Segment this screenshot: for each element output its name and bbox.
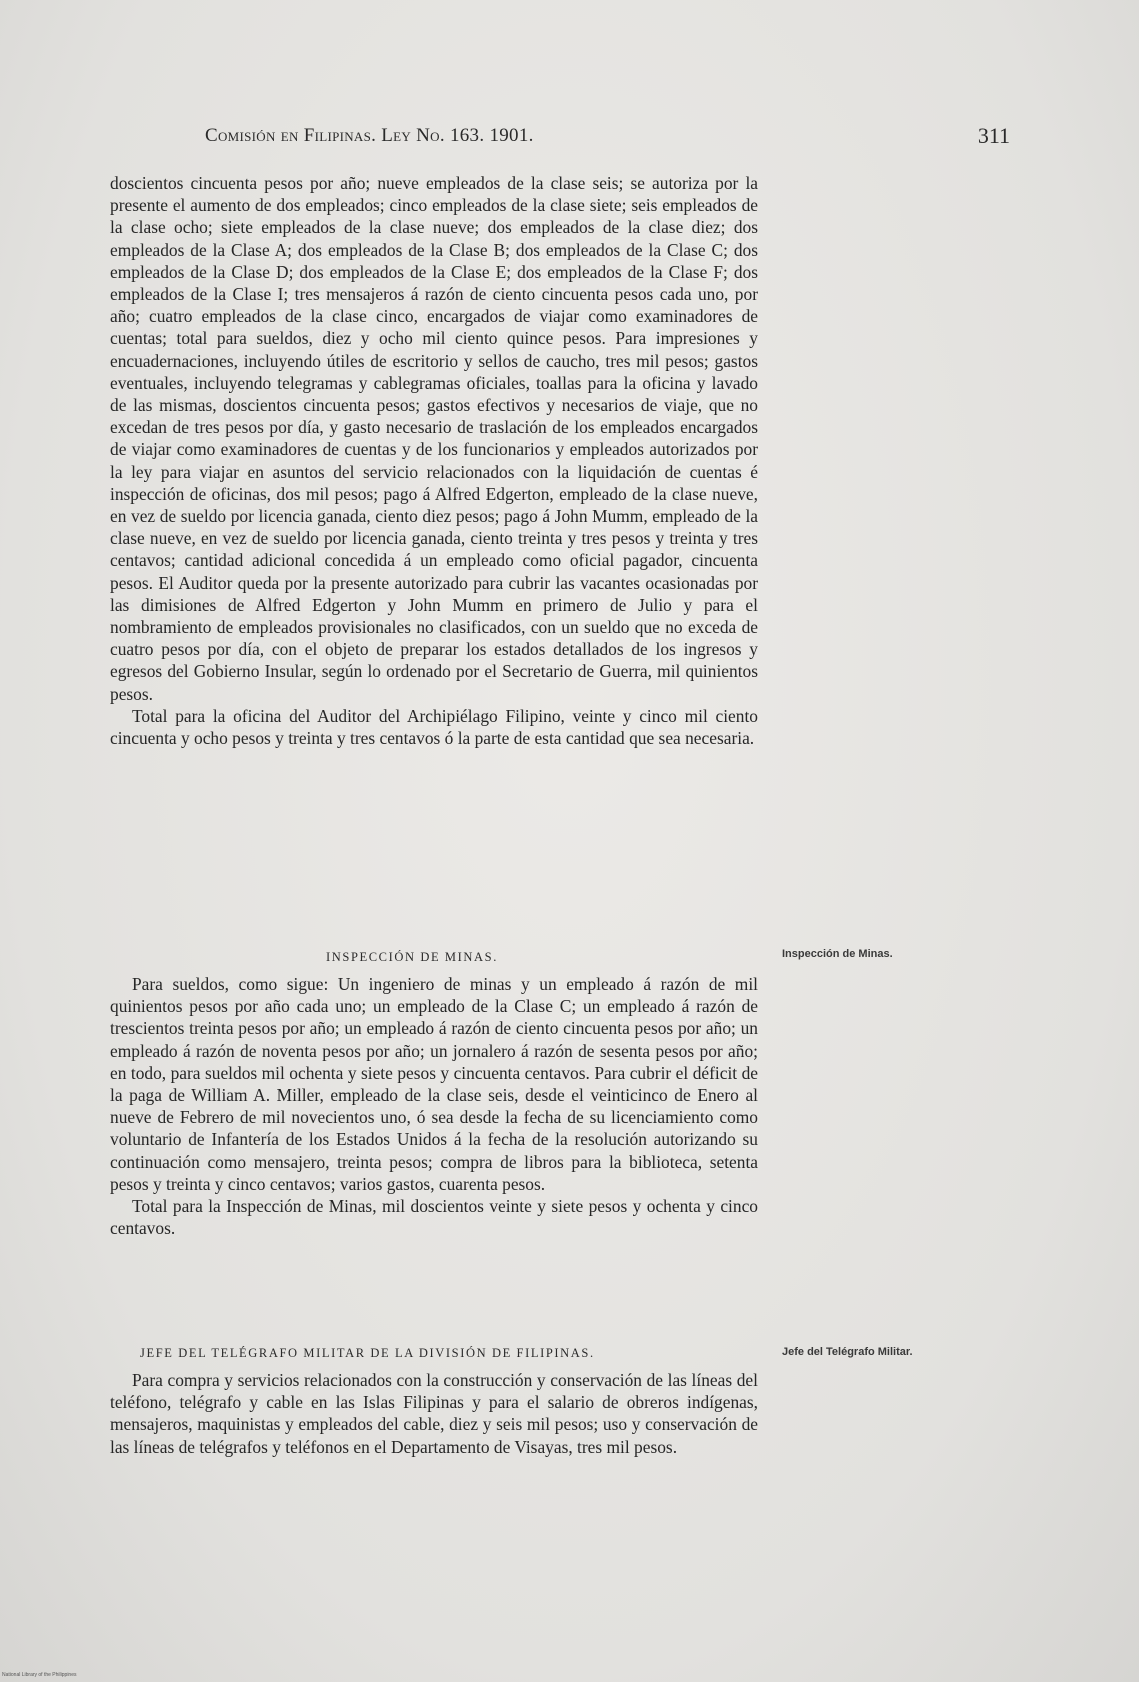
section-heading-telegrafo: JEFE DEL TELÉGRAFO MILITAR DE LA DIVISIÓN DE FILIPINAS.	[140, 1346, 595, 1360]
footer-credit: National Library of the Philippines	[2, 1672, 77, 1678]
paragraph: Total para la oficina del Auditor del Archipiélago Filipino, veinte y cinco mil ciento cincuenta y ocho pesos y treinta y tres centavos ó la parte de esta cantidad que sea necesaria.	[110, 705, 758, 749]
section-heading-minas: INSPECCIÓN DE MINAS.	[326, 950, 498, 964]
paragraph: Total para la Inspección de Minas, mil doscientos veinte y siete pesos y ochenta y cinco centavos.	[110, 1196, 758, 1239]
margin-note-minas: Inspección de Minas.	[782, 948, 893, 960]
margin-note-telegrafo: Jefe del Telégrafo Militar.	[782, 1346, 913, 1358]
page-number: 311	[977, 123, 1010, 148]
running-header	[110, 125, 1010, 155]
section-telegrafo-text	[110, 1369, 758, 1458]
paragraph: Para sueldos, como sigue: Un ingeniero de minas y un empleado á razón de mil quinientos pesos por año cada uno; un empleado de la Clase C; un empleado á razón de trescientos treinta pesos por año; un empleado á razón de ciento cincuenta pesos por año; un empleado á razón de noventa pesos por año; un jornalero á razón de sesenta pesos por año; en todo, para sueldos mil ochenta y siete pesos y cincuenta centavos. Para cubrir el déficit de la paga de William A. Miller, empleado de la clase seis, desde el veinticinco de Enero al nueve de Febrero de mil novecientos uno, ó sea desde la fecha de su licenciamiento como voluntario de Infantería de los Estados Unidos á la fecha de la resolución autorizando su continuación como mensajero, treinta pesos; compra de libros para la biblioteca, setenta pesos y treinta y cinco centavos; varios gastos, cuarenta pesos.	[110, 974, 758, 1194]
header-title: Comisión en Filipinas. Ley No. 163. 1901.	[205, 125, 534, 146]
section-auditor-text	[110, 172, 758, 749]
paragraph: doscientos cincuenta pesos por año; nueve empleados de la clase seis; se autoriza por la presente el aumento de dos empleados; cinco empleados de la clase siete; seis empleados de la clase ocho; siete empleados de la clase nueve; dos empleados de la clase diez; dos empleados de la Clase A; dos empleados de la Clase B; dos empleados de la Clase C; dos empleados de la Clase D; dos empleados de la Clase E; dos empleados de la Clase F; dos empleados de la Clase I; tres mensajeros á razón de ciento cincuenta pesos cada uno, por año; cuatro empleados de la clase cinco, encargados de viajar como examinadores de cuentas; total para sueldos, diez y ocho mil ciento quince pesos. Para impresiones y encuadernaciones, incluyendo útiles de escritorio y sellos de caucho, tres mil pesos; gastos eventuales, incluyendo telegramas y cablegramas oficiales, toallas para la oficina y lavado de las mismas, doscientos cincuenta pesos; gastos efectivos y necesarios de viaje, que no excedan de tres pesos por día, y gasto necesario de traslación de los empleados encargados de viajar como examinadores de cuentas y de los funcionarios y empleados autorizados por la ley para viajar en asuntos del servicio relacionados con la liquidación de cuentas é inspección de oficinas, dos mil pesos; pago á Alfred Edgerton, empleado de la clase nueve, en vez de sueldo por licencia ganada, ciento diez pesos; pago á John Mumm, empleado de la clase nueve, en vez de sueldo por licencia ganada, ciento treinta y tres pesos y treinta y tres centavos; cantidad adicional concedida á un empleado como oficial pagador, cincuenta pesos. El Auditor queda por la presente autorizado para cubrir las vacantes ocasionadas por las dimisiones de Alfred Edgerton y John Mumm en primero de Julio y para el nombramiento de empleados provisionales no clasificados, con un sueldo que no exceda de cuatro pesos por día, con el objeto de preparar los estados detallados de los ingresos y egresos del Gobierno Insular, según lo ordenado por el Secretario de Guerra, mil quinientos pesos.	[110, 173, 758, 704]
section-minas-text	[110, 973, 758, 1239]
paragraph: Para compra y servicios relacionados con la construcción y conservación de las líneas del teléfono, telégrafo y cable en las Islas Filipinas y para el salario de obreros indígenas, mensajeros, maquinistas y empleados del cable, diez y seis mil pesos; uso y conservación de las líneas de telégrafos y teléfonos en el Departamento de Visayas, tres mil pesos.	[110, 1370, 758, 1457]
